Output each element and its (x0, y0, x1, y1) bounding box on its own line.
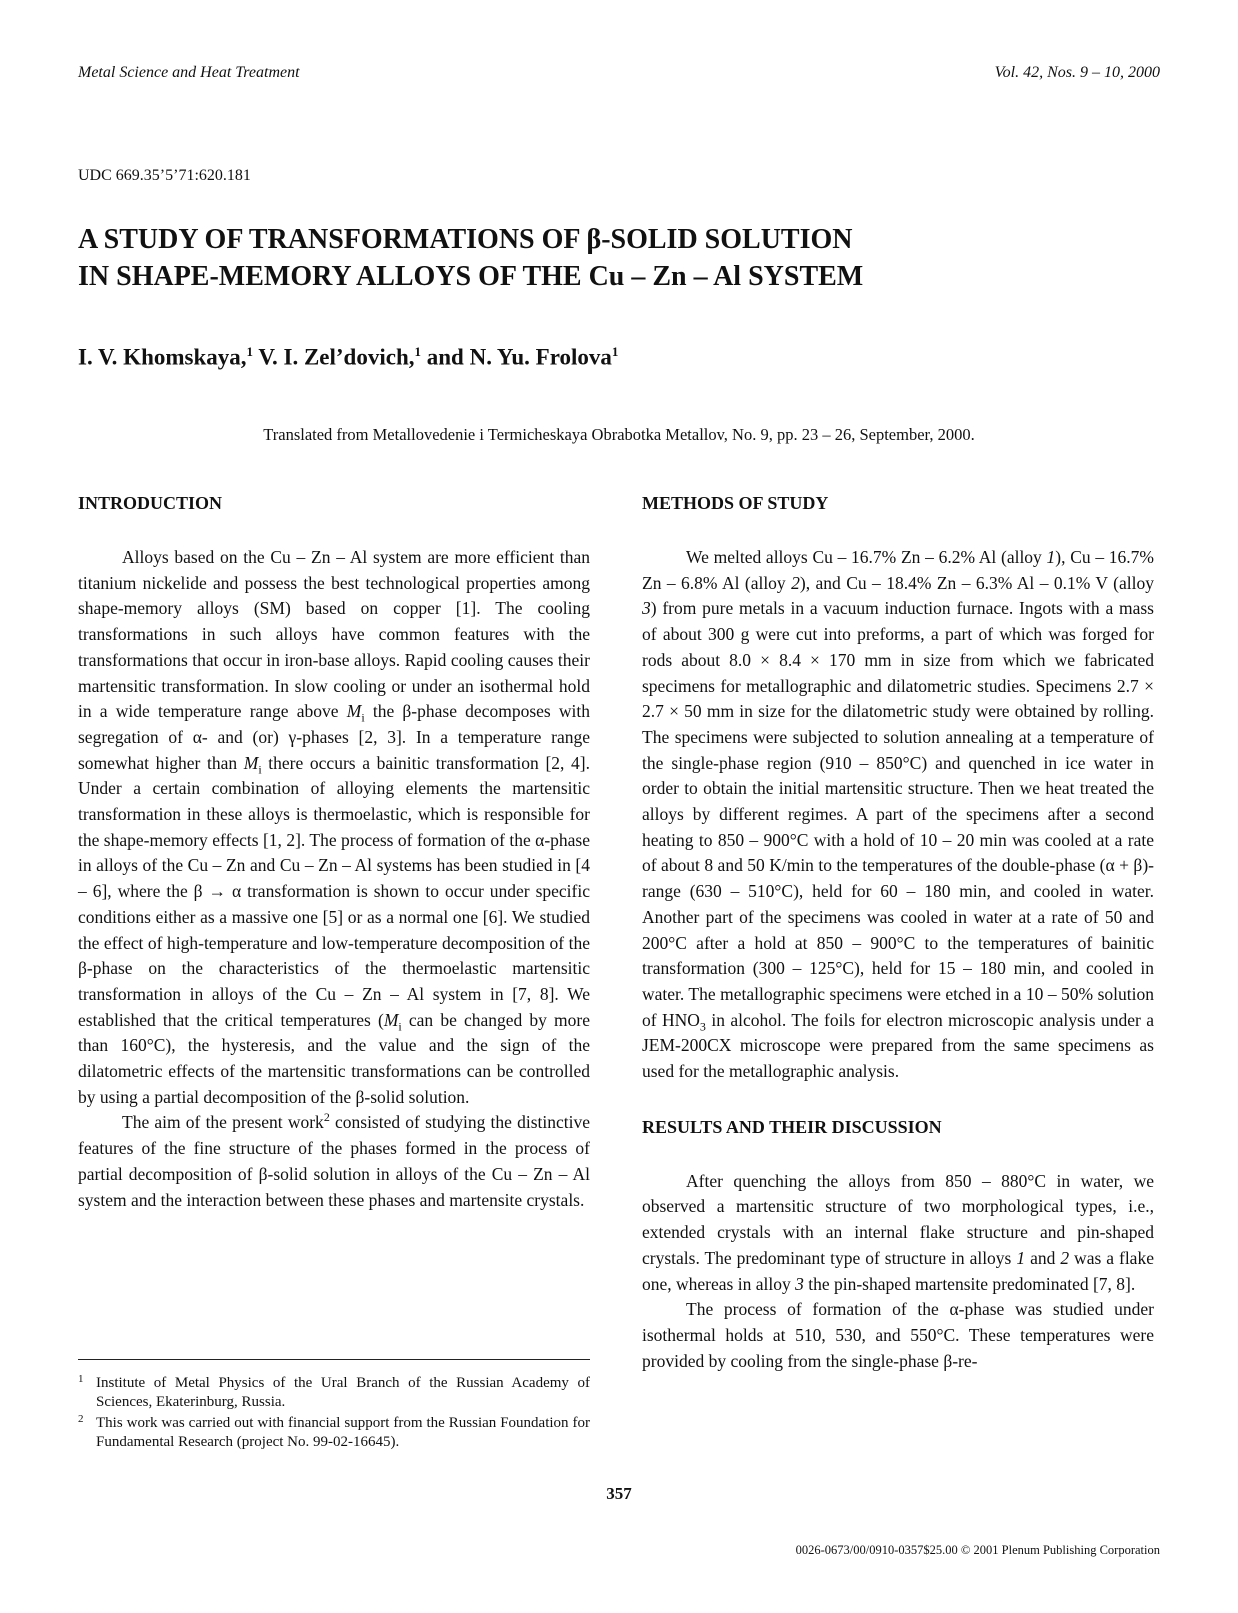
author-list (78, 344, 618, 371)
affiliation-mark: 1 (611, 344, 619, 359)
section-heading-methods: METHODS OF STUDY (642, 493, 829, 513)
page-number: 357 (606, 1484, 632, 1503)
author-1: I. V. Khomskaya, (78, 344, 247, 370)
footnote-1 (78, 1374, 590, 1412)
udc-code: UDC 669.35’5’71:620.181 (78, 167, 251, 184)
footnote-mark: 2 (78, 1413, 84, 1425)
author-3: N. Yu. Frolova (469, 344, 612, 370)
intro-paragraph-1: Alloys based on the Cu – Zn – Al system are more efficient than titanium nickelide and possess the best technological properties among shape-memory alloys (SM) based on copper [1]. The cooling transformations in such alloys have common features with the transformations that occur in iron-base alloys. Rapid cooling causes their martensitic transformation. In slow cooling or under an isothermal hold in a wide temperature range above $M_i$ the β-phase decomposes with segregation of α- and (or) γ-phases [2, 3]. In a temperature range somewhat higher than $M_i$ there occurs a bainitic transformation [2, 4]. Under a certain combination of alloying elements the martensitic transformation in these alloys is thermoelastic, which is responsible for the shape-memory effects [1, 2]. The process of formation of the α-phase in alloys of the Cu – Zn and Cu – Zn – Al systems has been studied in [4 – 6], where the β → α transformation is shown to occur under specific conditions either as a massive one [5] or as a normal one [6]. We studied the effect of high-temperature and low-temperature decomposition of the β-phase on the characteristics of the thermoelastic martensitic transformation in alloys of the Cu – Zn – Al system in [7, 8]. We established that the critical temperatures ($M_i$ can be changed by more than 160°C), the hysteresis, and the value and the sign of the dilatometric effects of the martensitic transformations can be controlled by using a partial decomposition of the β-solid solution. (78, 547, 591, 1107)
left-column (78, 491, 590, 1213)
affiliation-mark: 1 (246, 344, 254, 359)
results-paragraph-1: After quenching the alloys from 850 – 880°C in water, we observed a martensitic structure of two morphological types, i.e., extended crystals with an internal flake structure and pin-shaped crystals. The predominant type of structure in alloys 1 and 2 was a flake one, whereas in alloy 3 the pin-shaped martensite predominated [7, 8]. (642, 1170, 1154, 1294)
right-column (642, 491, 1154, 1374)
volume-info: Vol. 42, Nos. 9 – 10, 2000 (994, 64, 1160, 81)
translation-note: Translated from Metallovedenie i Termicheskaya Obrabotka Metallov, No. 9, pp. 23 – 26, September, 2000. (263, 425, 975, 444)
section-heading-introduction: INTRODUCTION (78, 493, 223, 513)
results-paragraph-2: The process of formation of the α-phase was studied under isothermal holds at 510, 530, and 550°C. These temperatures were provided by cooling from the single-phase β-re- (642, 1299, 1154, 1371)
affiliation-mark: 1 (414, 344, 421, 359)
copyright-line: 0026-0673/00/0910-0357$25.00 © 2001 Plenum Publishing Corporation (795, 1543, 1160, 1557)
author-2: V. I. Zel’dovich, (258, 344, 415, 370)
methods-paragraph: We melted alloys Cu – 16.7% Zn – 6.2% Al (alloy 1), Cu – 16.7% Zn – 6.8% Al (alloy 2), and Cu – 18.4% Zn – 6.3% Al – 0.1% V (alloy 3) from pure metals in a vacuum induction furnace. Ingots with a mass of about 300 g were cut into preforms, a part of which was forged for rods about 8.0 × 8.4 × 170 mm in size from which we fabricated specimens for metallographic and dilatometric studies. Specimens 2.7 × 2.7 × 50 mm in size for the dilatometric study were obtained by rolling. The specimens were subjected to solution annealing at a temperature of the single-phase region (910 – 850°C) and quenched in ice water in order to obtain the initial martensitic structure. Then we heat treated the alloys by different regimes. A part of the specimens after a second heating to 850 – 900°C with a hold of 10 – 20 min was cooled at a rate of about 8 and 50 K/min to the temperatures of the double-phase (α + β)-range (630 – 510°C), held for 60 – 180 min, and cooled in water. Another part of the specimens was cooled in water at a rate of 50 and 200°C after a hold at 850 – 900°C to the temperatures of bainitic transformation (300 – 125°C), held for 15 – 180 min, and cooled in water. The metallographic specimens were etched in a 10 – 50% solution of $HNO_3$ in alcohol. The foils for electron microscopic analysis under a JEM-200CX microscope were prepared from the same specimens as used for the metallographic analysis. (642, 547, 1154, 1082)
title-line-1: A STUDY OF TRANSFORMATIONS OF β-SOLID SOLUTION (78, 224, 853, 255)
footnote-2 (78, 1414, 590, 1452)
footnotes (78, 1359, 590, 1454)
footnote-text: This work was carried out with financial support from the Russian Foundation for Fundamental Research (project No. 99-02-16645). (96, 1415, 590, 1450)
paper-title (78, 221, 1078, 295)
title-line-2: IN SHAPE-MEMORY ALLOYS OF THE Cu – Zn – Al SYSTEM (78, 261, 864, 292)
footnote-mark: 1 (78, 1373, 84, 1385)
footnote-text: Institute of Metal Physics of the Ural Branch of the Russian Academy of Sciences, Ekaterinburg, Russia. (96, 1375, 590, 1410)
intro-paragraph-2: The aim of the present work$^2$ consisted of studying the distinctive features of the fine structure of the phases formed in the process of partial decomposition of β-solid solution in alloys of the Cu – Zn – Al system and the interaction between these phases and martensite crystals. (78, 1110, 590, 1210)
journal-name: Metal Science and Heat Treatment (78, 64, 300, 81)
author-and: and (426, 344, 464, 370)
section-heading-results: RESULTS AND THEIR DISCUSSION (642, 1116, 942, 1137)
